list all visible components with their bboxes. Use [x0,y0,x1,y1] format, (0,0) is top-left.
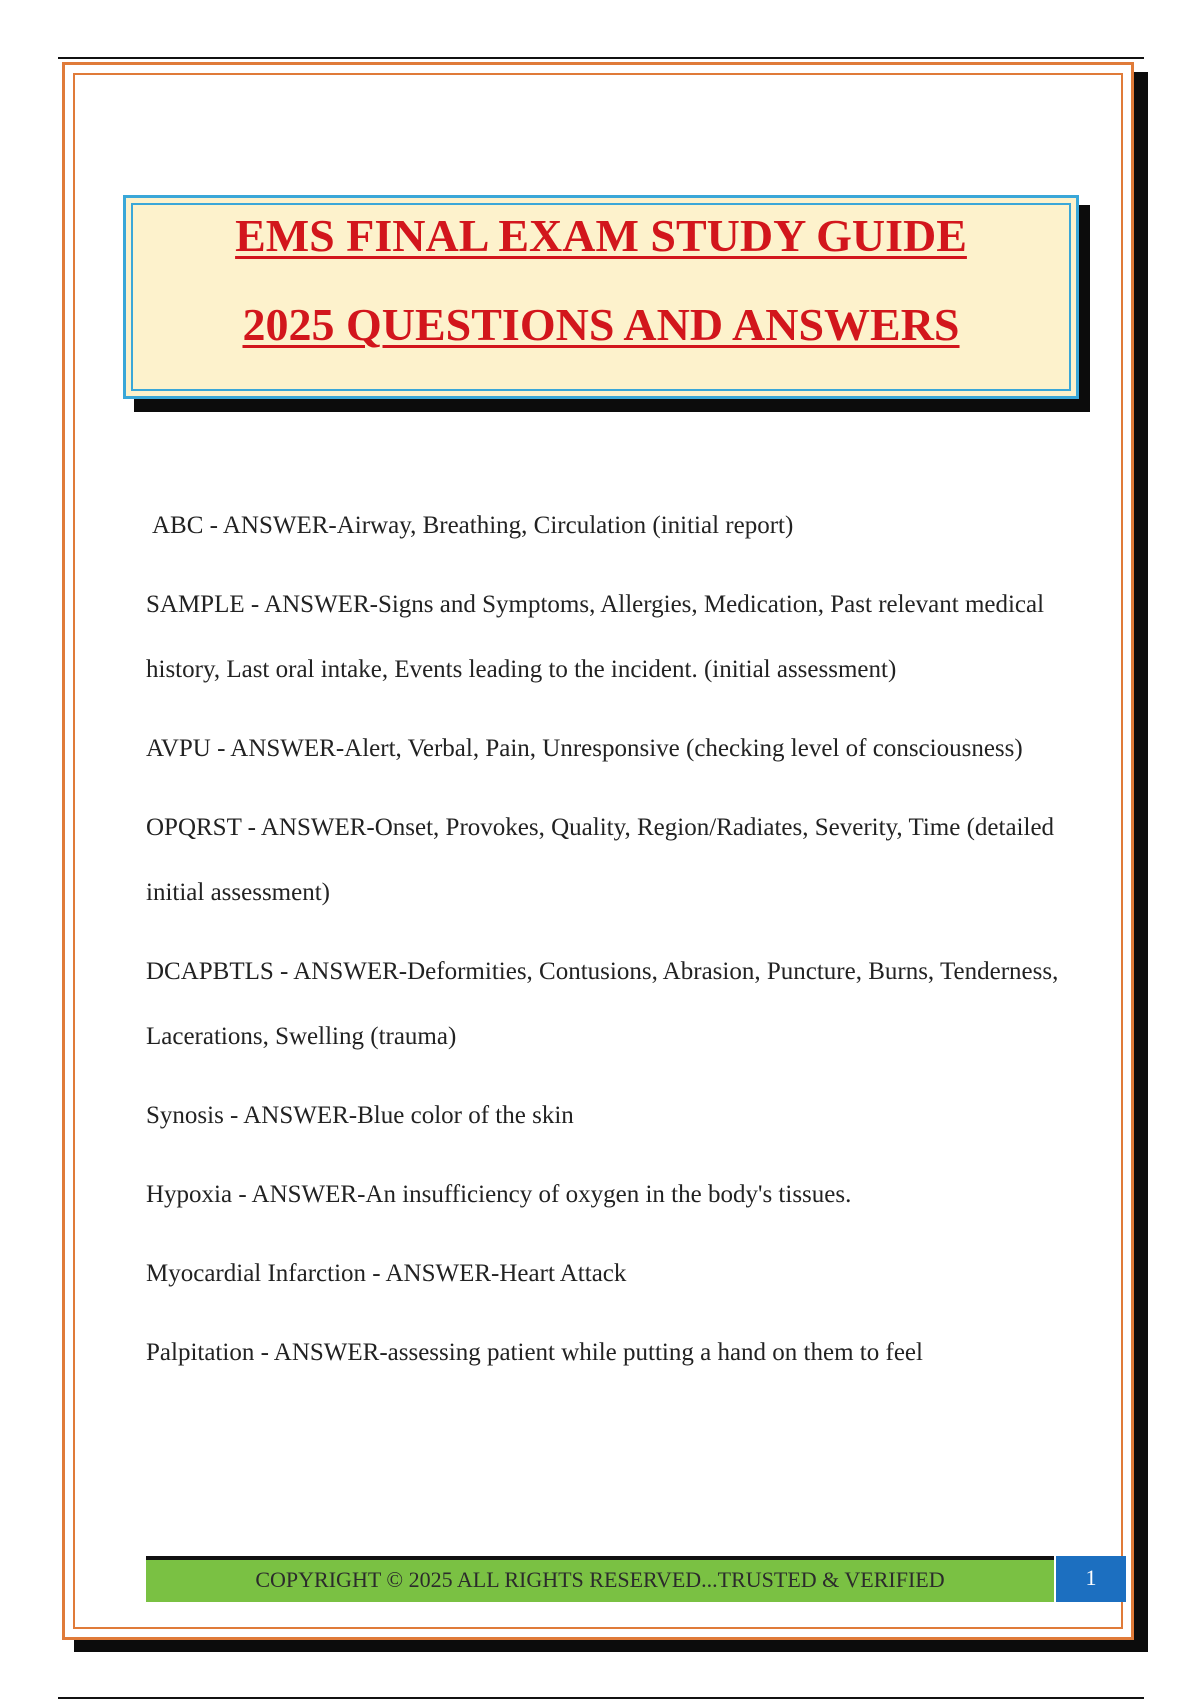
footer-copyright-bar: COPYRIGHT © 2025 ALL RIGHTS RESERVED...TRUSTED & VERIFIED [146,1556,1054,1602]
qa-entry-palpitation: Palpitation - ANSWER-assessing patient while putting a hand on them to feel [146,1339,923,1366]
page-number-badge: 1 [1056,1556,1126,1602]
qa-entry-sample: SAMPLE - ANSWER-Signs and Symptoms, Allergies, Medication, Past relevant medical history, Last oral intake, Events leading to the incident. (initial assessment) [146,591,1045,683]
qa-entry-abc: ABC - ANSWER-Airway, Breathing, Circulation (initial report) [152,512,794,539]
title-box [123,195,1079,399]
top-rule [58,57,1144,59]
title-line-1: EMS FINAL EXAM STUDY GUIDE [235,210,967,261]
bottom-rule [58,1697,1144,1699]
qa-entry-dcapbtls: DCAPBTLS - ANSWER-Deformities, Contusions, Abrasion, Puncture, Burns, Tenderness, Lacerations, Swelling (trauma) [146,958,1059,1050]
qa-entry-avpu: AVPU - ANSWER-Alert, Verbal, Pain, Unresponsive (checking level of consciousness) [146,735,1023,762]
title-line-2: 2025 QUESTIONS AND ANSWERS [242,299,960,350]
qa-list [146,493,1066,1399]
qa-entry-hypoxia: Hypoxia - ANSWER-An insufficiency of oxygen in the body's tissues. [146,1181,852,1208]
qa-entry-myocardial-infarction: Myocardial Infarction - ANSWER-Heart Attack [146,1260,627,1287]
qa-entry-synosis: Synosis - ANSWER-Blue color of the skin [146,1102,574,1129]
qa-entry-opqrst: OPQRST - ANSWER-Onset, Provokes, Quality, Region/Radiates, Severity, Time (detailed initial assessment) [146,814,1055,906]
